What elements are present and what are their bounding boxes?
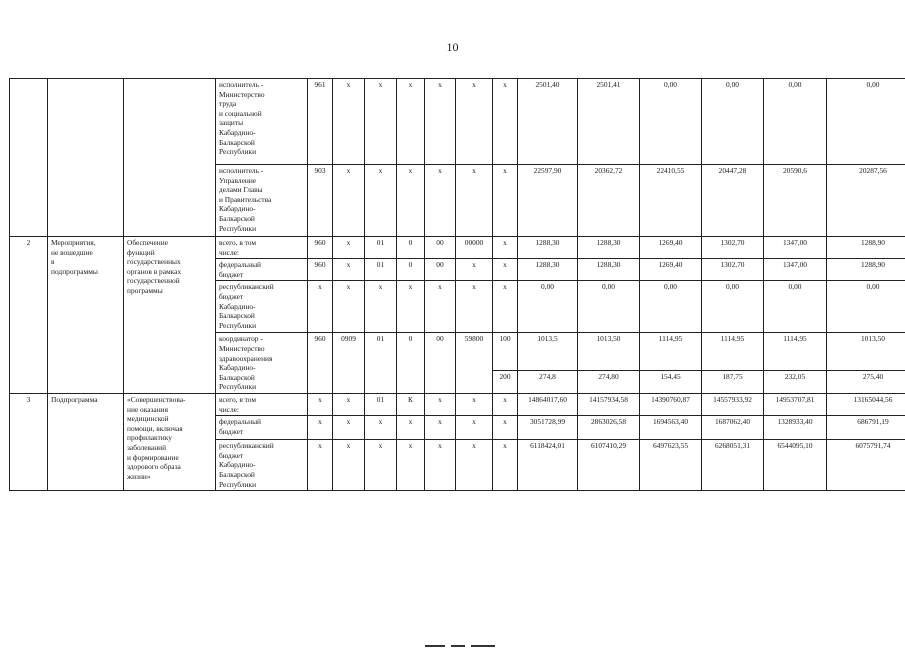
- code-cell: 960: [308, 259, 333, 281]
- code-cell: x: [333, 281, 365, 333]
- value-cell: 0,00: [578, 281, 640, 333]
- value-cell: 1114,95: [640, 333, 702, 371]
- value-cell: 0,00: [640, 79, 702, 165]
- code-cell: x: [493, 165, 518, 237]
- code-cell: x: [493, 237, 518, 259]
- code-cell: К: [397, 393, 425, 415]
- value-cell: 6075791,74: [827, 440, 905, 491]
- row-number: 3: [10, 393, 48, 490]
- code-cell-vr: 200: [493, 370, 518, 393]
- value-cell: 232,05: [764, 370, 827, 393]
- value-cell: 686791,19: [827, 416, 905, 440]
- row-status: Мероприятия, не вошедшие в подпрограммы: [48, 237, 124, 394]
- value-cell: 0,00: [764, 79, 827, 165]
- code-cell: x: [397, 79, 425, 165]
- value-cell: 274,80: [578, 370, 640, 393]
- code-cell: x: [425, 416, 456, 440]
- value-cell: 2501,41: [578, 79, 640, 165]
- code-cell: x: [425, 281, 456, 333]
- row-name: [124, 79, 216, 237]
- value-cell: 0,00: [702, 281, 764, 333]
- responsible-cell: исполнитель - Управление делами Главы и Правительства Кабардино- Балкарской Республики: [216, 165, 308, 237]
- code-cell: x: [365, 440, 397, 491]
- code-cell: x: [456, 393, 493, 415]
- code-cell: x: [493, 416, 518, 440]
- value-cell: 1288,90: [827, 237, 905, 259]
- value-cell: 274,8: [518, 370, 578, 393]
- code-cell: x: [308, 416, 333, 440]
- code-cell: x: [493, 79, 518, 165]
- code-cell: x: [365, 165, 397, 237]
- table-row: [10, 237, 905, 259]
- value-cell: 275,40: [827, 370, 905, 393]
- value-cell: 6118424,01: [518, 440, 578, 491]
- code-cell: x: [493, 440, 518, 491]
- value-cell: 20362,72: [578, 165, 640, 237]
- value-cell: 14953707,81: [764, 393, 827, 415]
- code-cell: 00: [425, 259, 456, 281]
- value-cell: 1013,5: [518, 333, 578, 371]
- value-cell: 22410,55: [640, 165, 702, 237]
- value-cell: 1288,30: [578, 237, 640, 259]
- code-cell: x: [397, 416, 425, 440]
- code-cell: 0: [397, 333, 425, 394]
- code-cell: 59800: [456, 333, 493, 394]
- value-cell: 1288,90: [827, 259, 905, 281]
- code-cell: x: [333, 237, 365, 259]
- value-cell: 14390760,87: [640, 393, 702, 415]
- responsible-cell: всего, в том числе:: [216, 237, 308, 259]
- row-number: [10, 79, 48, 237]
- code-cell: x: [397, 165, 425, 237]
- value-cell: 6544095,10: [764, 440, 827, 491]
- responsible-cell: федеральный бюджет: [216, 259, 308, 281]
- code-cell: x: [365, 416, 397, 440]
- code-cell: x: [456, 416, 493, 440]
- code-cell: 01: [365, 259, 397, 281]
- value-cell: 2863026,58: [578, 416, 640, 440]
- value-cell: 2501,40: [518, 79, 578, 165]
- row-name: Обеспечение функций государственных органов в рамках государственной программы: [124, 237, 216, 394]
- code-cell-vr: 100: [493, 333, 518, 371]
- value-cell: 1288,30: [518, 237, 578, 259]
- table-row: [10, 393, 905, 415]
- code-cell: 0: [397, 237, 425, 259]
- value-cell: 1114,95: [702, 333, 764, 371]
- row-status: [48, 79, 124, 237]
- code-cell: 01: [365, 393, 397, 415]
- value-cell: 3051728,99: [518, 416, 578, 440]
- value-cell: 1269,40: [640, 259, 702, 281]
- code-cell: x: [333, 393, 365, 415]
- responsible-cell: федеральный бюджет: [216, 416, 308, 440]
- value-cell: 0,00: [827, 79, 905, 165]
- code-cell: x: [333, 259, 365, 281]
- code-cell: x: [456, 79, 493, 165]
- code-cell: 00000: [456, 237, 493, 259]
- code-cell: x: [308, 393, 333, 415]
- value-cell: 1288,30: [578, 259, 640, 281]
- code-cell: 0909: [333, 333, 365, 394]
- table-row: [10, 79, 905, 165]
- value-cell: 14157934,58: [578, 393, 640, 415]
- code-cell: x: [365, 79, 397, 165]
- code-cell: 0: [397, 259, 425, 281]
- code-cell: x: [493, 393, 518, 415]
- code-cell: 01: [365, 237, 397, 259]
- code-cell: x: [425, 440, 456, 491]
- code-cell: x: [397, 440, 425, 491]
- page-number: 10: [0, 40, 905, 55]
- value-cell: 0,00: [518, 281, 578, 333]
- code-cell: 961: [308, 79, 333, 165]
- value-cell: 154,45: [640, 370, 702, 393]
- value-cell: 1328933,40: [764, 416, 827, 440]
- code-cell: x: [397, 281, 425, 333]
- row-number: 2: [10, 237, 48, 394]
- code-cell: x: [333, 416, 365, 440]
- code-cell: 960: [308, 333, 333, 394]
- code-cell: x: [333, 165, 365, 237]
- value-cell: 14557933,92: [702, 393, 764, 415]
- code-cell: 00: [425, 333, 456, 394]
- value-cell: 1694563,40: [640, 416, 702, 440]
- code-cell: 960: [308, 237, 333, 259]
- code-cell: x: [493, 281, 518, 333]
- value-cell: 187,75: [702, 370, 764, 393]
- value-cell: 14864017,60: [518, 393, 578, 415]
- code-cell: x: [425, 79, 456, 165]
- responsible-cell: всего, в том числе:: [216, 393, 308, 415]
- value-cell: 1302,70: [702, 259, 764, 281]
- code-cell: 00: [425, 237, 456, 259]
- code-cell: x: [493, 259, 518, 281]
- value-cell: 6107410,29: [578, 440, 640, 491]
- value-cell: 1269,40: [640, 237, 702, 259]
- value-cell: 20447,28: [702, 165, 764, 237]
- code-cell: x: [308, 281, 333, 333]
- responsible-cell: республиканский бюджет Кабардино- Балкарской Республики: [216, 281, 308, 333]
- code-cell: x: [456, 259, 493, 281]
- code-cell: x: [333, 79, 365, 165]
- value-cell: 1687062,40: [702, 416, 764, 440]
- scan-edge-marks: [425, 634, 545, 640]
- code-cell: x: [333, 440, 365, 491]
- value-cell: 1013,50: [578, 333, 640, 371]
- code-cell: x: [425, 165, 456, 237]
- code-cell: x: [456, 440, 493, 491]
- value-cell: 1013,50: [827, 333, 905, 371]
- responsible-cell: исполнитель - Министерство труда и социальной защиты Кабардино- Балкарской Республики: [216, 79, 308, 165]
- value-cell: 20287,56: [827, 165, 905, 237]
- value-cell: 1288,30: [518, 259, 578, 281]
- value-cell: 22597,90: [518, 165, 578, 237]
- code-cell: x: [456, 281, 493, 333]
- value-cell: 0,00: [702, 79, 764, 165]
- row-status: Подпрограмма: [48, 393, 124, 490]
- value-cell: 1347,00: [764, 259, 827, 281]
- value-cell: 20590,6: [764, 165, 827, 237]
- budget-table: [9, 78, 905, 491]
- code-cell: 01: [365, 333, 397, 394]
- row-name: «Совершенствова- ние оказания медицинской помощи, включая профилактику заболеваний и формирование здорового образа жизни»: [124, 393, 216, 490]
- value-cell: 1347,00: [764, 237, 827, 259]
- code-cell: x: [456, 165, 493, 237]
- value-cell: 1114,95: [764, 333, 827, 371]
- value-cell: 13165044,56: [827, 393, 905, 415]
- responsible-cell: республиканский бюджет Кабардино- Балкарской Республики: [216, 440, 308, 491]
- code-cell: x: [365, 281, 397, 333]
- value-cell: 1302,70: [702, 237, 764, 259]
- code-cell: x: [425, 393, 456, 415]
- responsible-cell: координатор - Министерство здравоохранения Кабардино- Балкарской Республики: [216, 333, 308, 394]
- value-cell: 0,00: [827, 281, 905, 333]
- code-cell: x: [308, 440, 333, 491]
- value-cell: 6497623,55: [640, 440, 702, 491]
- value-cell: 0,00: [640, 281, 702, 333]
- code-cell: 903: [308, 165, 333, 237]
- value-cell: 0,00: [764, 281, 827, 333]
- value-cell: 6268051,31: [702, 440, 764, 491]
